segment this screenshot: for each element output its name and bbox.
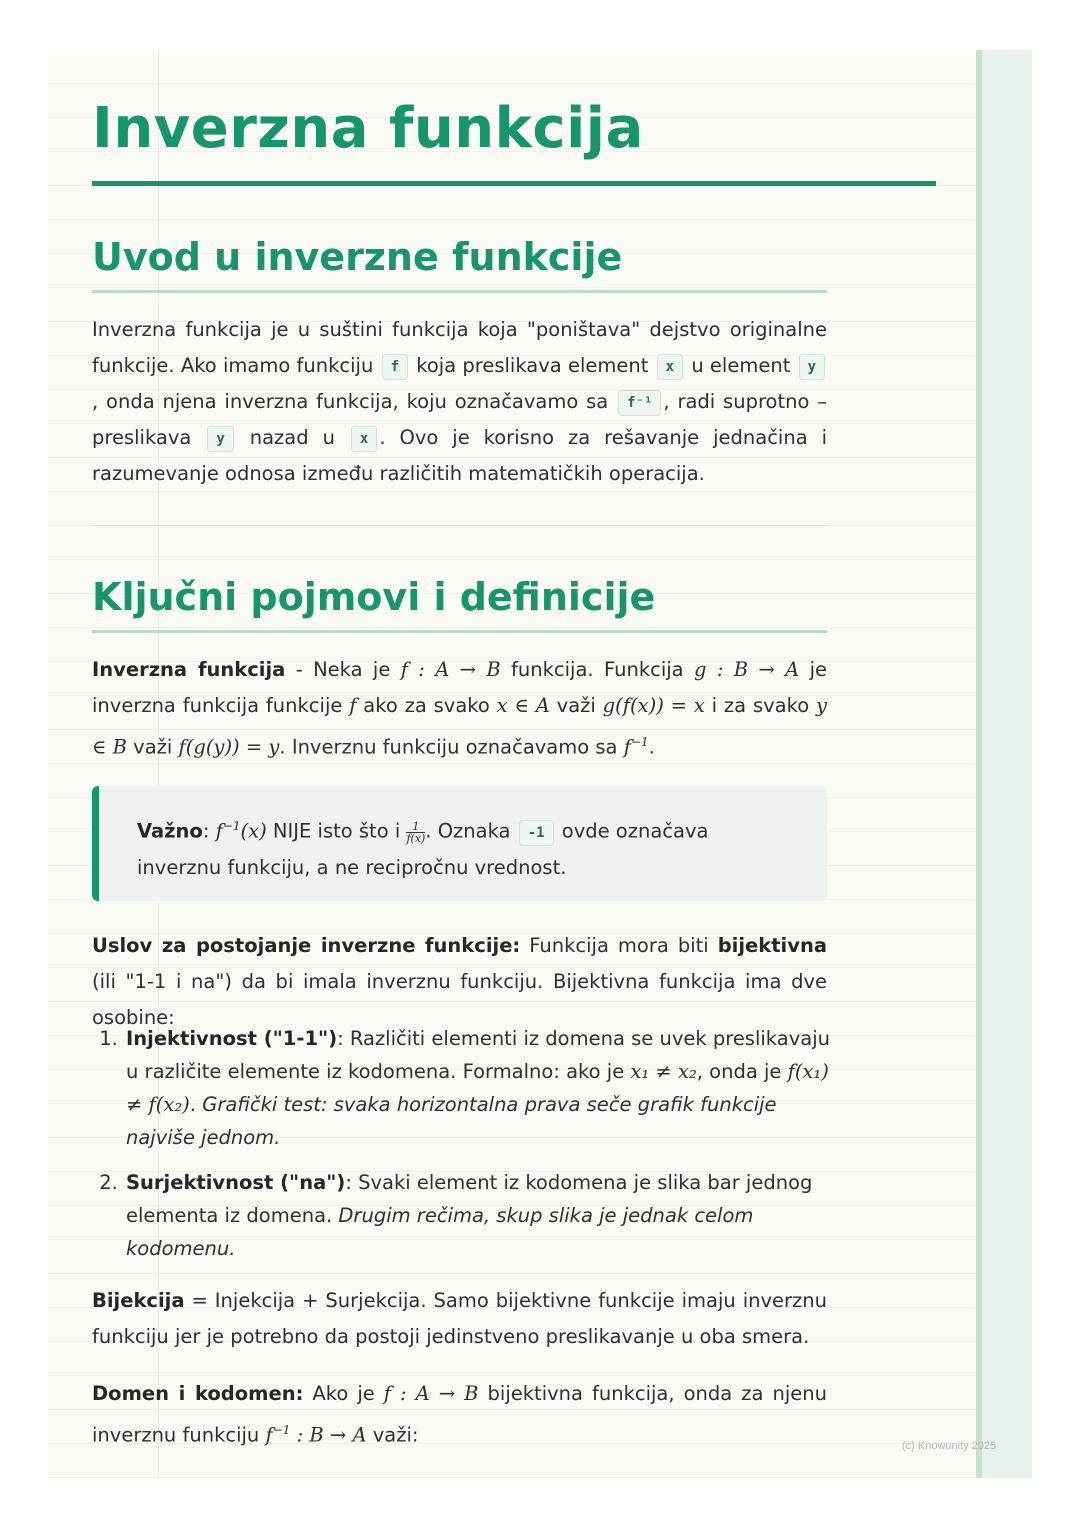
math: x₁ ≠ x₂	[630, 1060, 697, 1083]
math: f(x₁) ≠ f(x₂)	[126, 1060, 829, 1116]
math: f	[349, 694, 357, 717]
italic-note: Grafički test: svaka horizontalna prava seče grafik funkcije najviše jednom.	[126, 1093, 777, 1149]
italic-note: Drugim rečima, skup slika je jednak celom kodomenu.	[126, 1204, 754, 1260]
code-x: x	[351, 426, 377, 452]
code-y: y	[799, 354, 825, 380]
text: Ako je	[303, 1382, 384, 1405]
domain-term: Domen i kodomen:	[92, 1382, 304, 1405]
text: ovde označava inverznu funkciju, a ne recipročnu vrednost.	[137, 819, 709, 879]
math-superscript: −1	[272, 1423, 291, 1437]
text: : Različiti elementi iz domena se uvek preslikavaju u različite elemente iz kodomena. Formalno: ako je	[126, 1027, 830, 1083]
text: bijektivna funkcija, onda za njenu inverznu funkciju	[92, 1382, 827, 1447]
text: : Svaki element iz kodomena je slika bar jednog elementa iz domena.	[126, 1171, 813, 1227]
text: Funkcija mora biti	[520, 934, 718, 957]
callout-label: Važno	[137, 819, 203, 843]
definition-term: Inverzna funkcija	[92, 658, 286, 681]
copyright-footer: (c) Knowunity 2025	[902, 1440, 997, 1452]
title-rule	[92, 181, 936, 186]
text: Inverzna funkcija je u suštini funkcija koja "poništava" dejstvo originalne funkcije. Ako imamo funkciju	[92, 318, 827, 377]
right-margin-strip	[976, 50, 1032, 1478]
section-heading-definitions: Ključni pojmovi i definicije	[92, 575, 656, 619]
text: nazad u	[249, 426, 335, 449]
text: važi	[126, 735, 179, 759]
text: , onda je	[696, 1060, 788, 1083]
text: .	[189, 1093, 203, 1116]
text: važi	[549, 694, 603, 717]
section-heading-intro: Uvod u inverzne funkcije	[92, 235, 623, 279]
text: . Oznaka	[425, 819, 517, 843]
math: f : A → B	[400, 658, 501, 681]
math: y ∈ B	[92, 694, 827, 759]
text: važi:	[366, 1423, 419, 1447]
intro-paragraph	[92, 312, 827, 492]
list-item	[124, 1022, 836, 1154]
bold-term: bijektivna	[717, 934, 827, 957]
math-superscript: −1	[222, 819, 241, 833]
text: ako za svako	[356, 694, 497, 717]
math: f	[623, 735, 631, 759]
code-y: y	[207, 426, 233, 452]
list-item	[124, 1166, 836, 1265]
text: funkcija. Funkcija	[500, 658, 694, 681]
text: je inverzna funkcija funkcije	[92, 658, 827, 717]
math: f : A → B	[383, 1382, 479, 1405]
text: koja preslikava element	[416, 354, 649, 377]
section-separator	[92, 525, 827, 526]
fraction-denominator: f(x)	[406, 831, 426, 845]
condition-paragraph	[92, 928, 827, 1036]
text: i za svako	[704, 694, 816, 717]
condition-label: Uslov za postojanje inverzne funkcije:	[92, 934, 521, 957]
callout-text	[137, 808, 797, 886]
code-f: f	[382, 354, 408, 380]
text: . Ovo je korisno za rešavanje jednačina i razumevanje odnosa između različitih matematičkih operacija.	[92, 426, 828, 485]
text: :	[202, 819, 216, 843]
text: , radi suprotno – preslikava	[92, 390, 828, 449]
domain-paragraph	[92, 1376, 827, 1454]
code-x: x	[657, 354, 683, 380]
page-title: Inverzna funkcija	[92, 96, 644, 161]
math: (x)	[240, 819, 267, 843]
important-callout	[92, 786, 827, 901]
code-minus-one: -1	[519, 820, 554, 846]
section-rule-definitions	[92, 630, 827, 633]
math: f	[215, 819, 223, 843]
math-superscript: −1	[630, 735, 649, 749]
list-item-term: Injektivnost ("1-1")	[126, 1027, 338, 1050]
math: : B → A	[290, 1423, 367, 1447]
text: , onda njena inverzna funkcija, koju označavamo sa	[92, 390, 609, 413]
math: g : B → A	[693, 658, 800, 681]
fraction-numerator: 1	[406, 821, 425, 833]
code-f-inverse: f⁻¹	[618, 390, 661, 416]
property-list	[92, 1022, 836, 1277]
text: . Inverznu funkciju označavamo sa	[279, 735, 624, 759]
bijection-term: Bijekcija	[92, 1289, 185, 1312]
math: g(f(x)) = x	[602, 694, 705, 717]
text: NIJE isto što i	[266, 819, 407, 843]
text: - Neka je	[285, 658, 401, 681]
math: f(g(y)) = y	[178, 735, 280, 759]
bijection-paragraph	[92, 1283, 827, 1355]
list-item-term: Surjektivnost ("na")	[126, 1171, 346, 1194]
text: (ili "1-1 i na") da bi imala inverznu funkciju. Bijektivna funkcija ima dve osobine:	[92, 970, 827, 1029]
definition-paragraph	[92, 652, 827, 766]
text: = Injekcija + Surjekcija. Samo bijektivne funkcije imaju inverznu funkciju jer je potrebno da postoji jedinstveno preslikavanje u oba smera.	[92, 1289, 827, 1348]
text: .	[648, 735, 655, 759]
text: u element	[691, 354, 791, 377]
fraction	[406, 821, 425, 844]
math: f	[265, 1423, 273, 1447]
math: x ∈ A	[496, 694, 550, 717]
section-rule-intro	[92, 290, 827, 293]
right-margin-line	[976, 50, 982, 1478]
